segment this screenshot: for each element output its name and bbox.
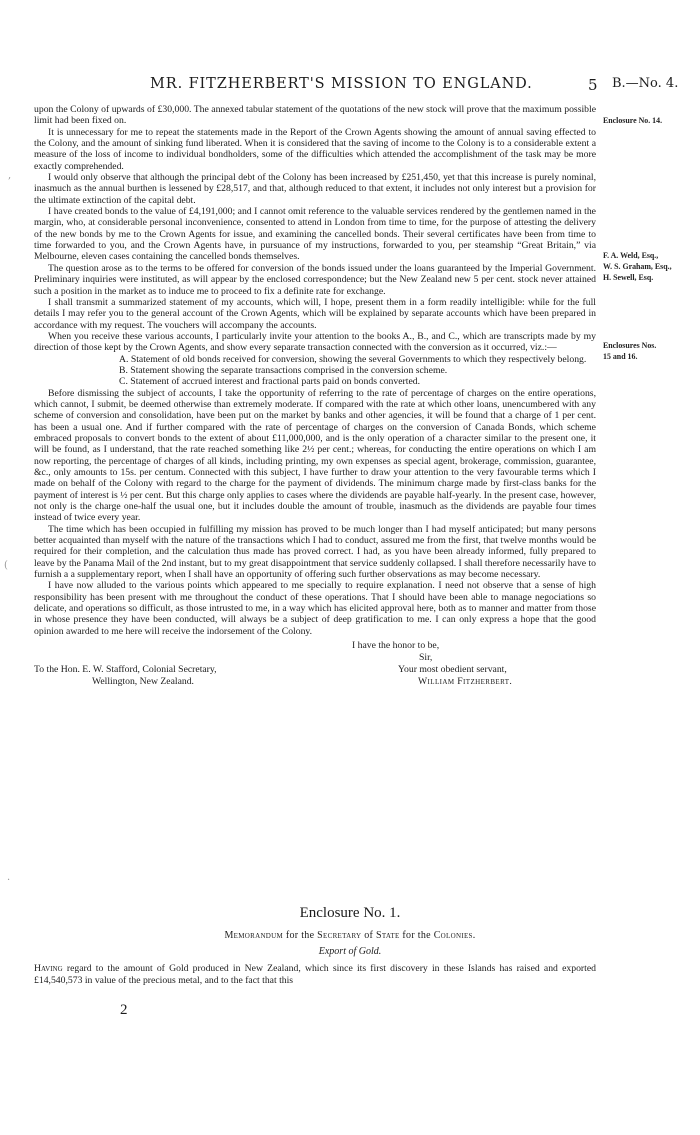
signature-mark: 2 <box>120 1002 128 1018</box>
statement-list <box>34 354 596 388</box>
margin-note-name-sewell: H. Sewell, Esq. <box>603 273 654 282</box>
letter-closing <box>34 639 596 705</box>
memo-prefix: Memorandum <box>224 930 284 941</box>
margin-note-enclosure-14: Enclosure No. 14. <box>603 116 663 125</box>
header-title: MR. FITZHERBERT'S MISSION TO ENGLAND. <box>150 76 533 92</box>
lead-word: Having <box>34 963 63 974</box>
paragraph: Before dismissing the subject of accounts, I take the opportunity of referring to the rate of percentage of charges on the entire operations, which cannot, I submit, be deemed otherwise than extremely moderate. If compared with the rate at which other loans, unencumbered with any scheme of conversion and consolidation, have been put on the market by banks and other agencies, it will be found that a charge of 1 per cent. has been a usual one. And if further compared with the rate of percentage of charges on the conversion of Canada Bonds, which scheme embraced proposals to convert bonds to the extent of about £11,000,000, and is the only operation of a character similar to the present one, it will be found, as I understand, that the rate reached something like 2½ per cent.; whereas, for conducting the entire operations on which I am now reporting, the percentage of charges of all kinds, including printing, my own expenses as special agent, brokerage, commission, guarantee, &c., only amounts to 15s. per centum. Connected with this subject, I have further to draw your attention to the very favourable terms which I made on behalf of the Colony with regard to the charge for the payment of dividends. The minimum charge made by first-class banks for the payment of interest is ½ per cent. But this charge only applies to cases where the dividends are payable half-yearly. In the present case, however, not only is the charge one-half the usual one, but it includes double the amount of trouble, inasmuch as the dividends are payable four times instead of twice every year. <box>34 387 596 524</box>
list-item: C. Statement of accrued interest and fractional parts paid on bonds converted. <box>119 376 421 388</box>
memorandum-heading <box>0 930 700 941</box>
addressee-line-2: Wellington, New Zealand. <box>92 676 194 688</box>
paragraph: upon the Colony of upwards of £30,000. The annexed tabular statement of the quotations of the new stock will prove that the maximum possible limit had been fixed on. <box>34 104 596 127</box>
memo-text: for the <box>402 930 431 941</box>
margin-note-name-weld: F. A. Weld, Esq., <box>603 251 659 260</box>
enclosure-text: regard to the amount of Gold produced in New Zealand, which since its first discovery in these Islands has raised and exported £14,540,573 in value of the precious metal, and to the fact that this <box>34 963 596 986</box>
closing-honour: I have the honor to be, <box>352 640 440 652</box>
margin-mark: , <box>8 170 12 181</box>
margin-note-enclosures-15-16-line2: 15 and 16. <box>603 352 638 361</box>
page-number: 5 <box>588 76 598 94</box>
closing-sir: Sir, <box>419 652 433 664</box>
paragraph: The question arose as to the terms to be offered for conversion of the bonds issued under the loans guaranteed by the Imperial Government. Preliminary inquiries were instituted, as will appear by the enclosed correspondence; but the New Zealand new 5 per cent. stock never attained such a position in the market as to induce me to proceed to fix a definite rate for exchange. <box>34 262 596 297</box>
memo-state: State <box>375 930 400 941</box>
running-header <box>0 76 700 96</box>
paragraph: I shall transmit a summarized statement of my accounts, which will, I hope, present them in a form readily intelligible: while for the full details I may refer you to the general account of the Crown Agents, which will be explained by separate accounts which have been prepared in accordance with my request. The vouchers will accompany the accounts. <box>34 296 596 331</box>
enclosure-subheading: Export of Gold. <box>318 946 382 957</box>
paragraph: It is unnecessary for me to repeat the statements made in the Report of the Crown Agents showing the amount of annual saving effected to the Colony, and the amount of sinking fund liberated. When it is considered that the saving of income to the Colony is to a considerable extent a measure of the loss of income to individual bondholders, some of the difficulties which attended the accomplishment of the task may be more exactly comprehended. <box>34 126 596 172</box>
signature: William Fitzherbert. <box>418 676 513 688</box>
paragraph: I would only observe that although the principal debt of the Colony has been increased by £251,450, yet that this increase is purely nominal, inasmuch as the annual burthen is lessened by £28,517, and that, although reduced to that extent, it includes not only interest but a provision for the ultimate extinction of the capital debt. <box>34 172 596 206</box>
margin-note-name-graham: W. S. Graham, Esq., <box>603 262 672 271</box>
memo-text: of <box>364 930 374 941</box>
enclosure-title: Enclosure No. 1. <box>299 905 401 921</box>
margin-note-enclosures-15-16-line1: Enclosures Nos. <box>603 341 657 350</box>
paragraph: When you receive these various accounts, I particularly invite your attention to the books A., B., and C., which are transcripts made by my direction of those kept by the Crown Agents, and show every separate transaction connected with the conversion as it occurred, viz.:— <box>34 330 596 354</box>
closing-servant: Your most obedient servant, <box>398 664 507 676</box>
memo-secretary: Secretary <box>317 930 362 941</box>
margin-mark: · <box>7 875 11 886</box>
letter-body <box>34 104 596 705</box>
enclosure-body <box>34 963 596 986</box>
paragraph: I have created bonds to the value of £4,191,000; and I cannot omit reference to the valuable services rendered by the gentlemen named in the margin, who, at considerable personal inconvenience, consented to attend in London from time to time, for the purpose of attesting the delivery of the new bonds by me to the Crown Agents for issue, and examining the cancelled bonds. Their several certificates have been from time to time forwarded to you, and the Crown Agents have, in pursuance of my instructions, forwarded to you, per steamship “Great Britain,” via Melbourne, eleven cases containing the cancelled bonds themselves. <box>34 206 596 263</box>
list-item: A. Statement of old bonds received for conversion, showing the several Governments to which they respectively belong. <box>119 353 587 365</box>
memo-colonies: Colonies. <box>433 930 476 941</box>
paragraph: The time which has been occupied in fulfilling my mission has proved to be much longer than I had myself anticipated; but many persons better acquainted than myself with the nature of the transactions which I had to conduct, assured me from the first, that twelve months would be required for their completion, and the calculation thus made has proved correct. I had, as you have been already informed, fully prepared to leave by the Panama Mail of the 2nd instant, but to my great disappointment that service suddenly collapsed. I shall therefore necessarily have to furnish a a supplementary report, when I shall have an opportunity of offering such further observations as may become necessary. <box>34 523 596 581</box>
addressee-line-1: To the Hon. E. W. Stafford, Colonial Secretary, <box>34 664 217 676</box>
margin-mark: ( <box>4 560 8 571</box>
paragraph: I have now alluded to the various points which appeared to me specially to require explanation. I need not observe that a sense of high responsibility has been present with me throughout the conduct of these operations. That I should have been able to manage negociations so delicate, and operations so difficult, as those intrusted to me, in a way which has elicited approval here, both as to manner and matter from those in whose presence they have been conducted, will always be a subject of deep gratification to me. I can only express a hope that the good opinion awarded to me here will receive the indorsement of the Colony. <box>34 580 596 637</box>
list-item: B. Statement showing the separate transactions comprised in the conversion scheme. <box>119 364 448 376</box>
paper-reference: B.—No. 4. <box>612 76 679 91</box>
memo-text: for the <box>285 930 315 941</box>
